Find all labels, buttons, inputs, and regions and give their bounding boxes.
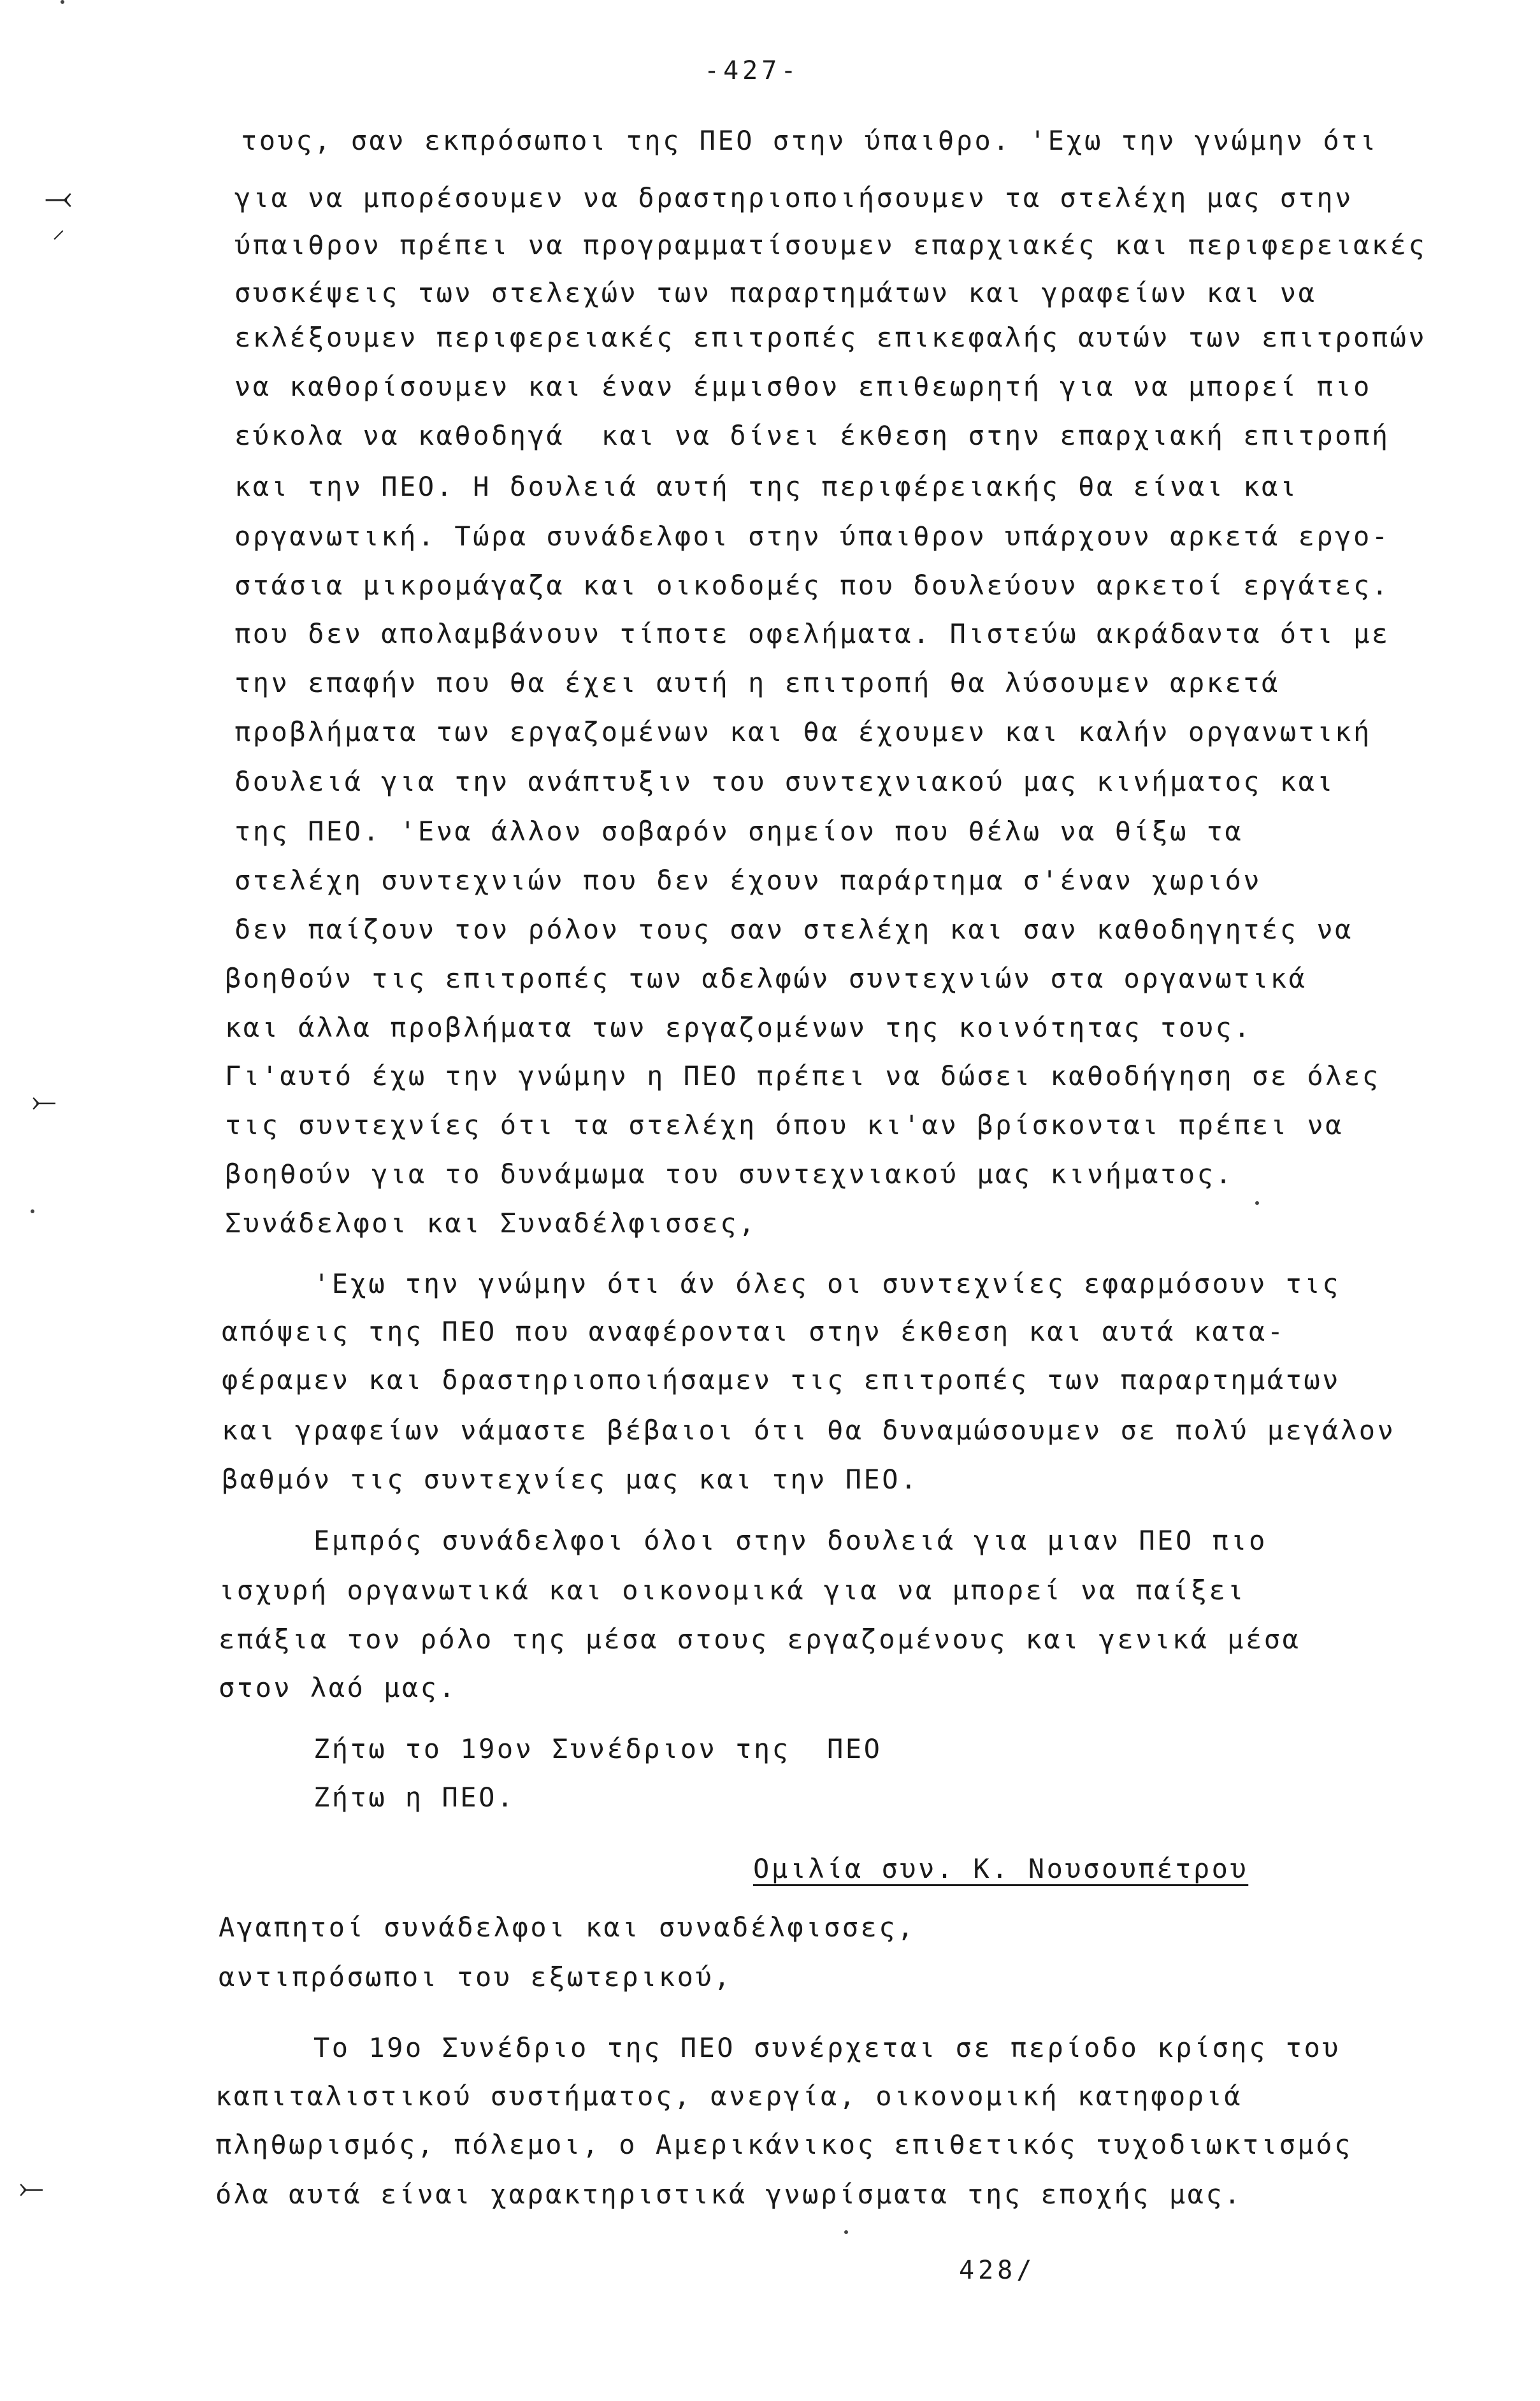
scan-dot: [31, 1209, 34, 1213]
text-line: στάσια μικρομάγαζα και οικοδομές που δουλεύουν αρκετοί εργάτες.: [234, 570, 1390, 601]
margin-arrow-icon: ⤚: [32, 1083, 57, 1119]
text-line: την επαφήν που θα έχει αυτή η επιτροπή θα λύσουμεν αρκετά: [234, 667, 1280, 698]
margin-mark-icon: ⤙: [45, 177, 73, 217]
page-number-bottom: 428/: [959, 2256, 1036, 2285]
text-line: ισχυρή οργανωτικά και οικονομικά για να μπορεί να παίξει: [219, 1575, 1246, 1606]
text-line: επάξια τον ρόλο της μέσα στους εργαζομένους και γενικά μέσα: [219, 1624, 1301, 1655]
text-line: τους, σαν εκπρόσωποι της ΠΕΟ στην ύπαιθρο. 'Εχω την γνώμην ότι: [241, 125, 1378, 156]
text-line: και άλλα προβλήματα των εργαζομένων της κοινότητας τους.: [225, 1012, 1253, 1043]
text-line: προβλήματα των εργαζομένων και θα έχουμεν και καλήν οργανωτική: [234, 716, 1372, 747]
text-line: Εμπρός συνάδελφοι όλοι στην δουλειά για μιαν ΠΕΟ πιο: [313, 1525, 1267, 1556]
speech-heading: Ομιλία συν. Κ. Νουσουπέτρου: [753, 1853, 1249, 1884]
text-line: 'Εχω την γνώμην ότι άν όλες οι συντεχνίες εφαρμόσουν τις: [313, 1268, 1341, 1299]
text-line: βοηθούν για το δυνάμωμα του συντεχνιακού μας κινήματος.: [225, 1158, 1234, 1190]
text-line: Συνάδελφοι και Συναδέλφισσες,: [225, 1208, 757, 1239]
text-line: να καθορίσουμεν και έναν έμμισθον επιθεωρητή για να μπορεί πιο: [234, 371, 1372, 402]
text-line: συσκέψεις των στελεχών των παραρτημάτων και γραφείων και να: [234, 277, 1317, 308]
text-line: της ΠΕΟ. 'Ενα άλλον σοβαρόν σημείον που θέλω να θίξω τα: [234, 816, 1244, 847]
text-line: καπιταλιστικού συστήματος, ανεργία, οικονομική κατηφοριά: [215, 2080, 1243, 2112]
text-line: δουλειά για την ανάπτυξιν του συντεχνιακού μας κινήματος και: [234, 766, 1335, 797]
slogan-line: Ζήτω το 19ον Συνέδριον της ΠΕΟ: [313, 1733, 882, 1764]
margin-mark-icon: ⤚: [19, 2170, 44, 2205]
text-line: απόψεις της ΠΕΟ που αναφέρονται στην έκθεση και αυτά κατα-: [222, 1316, 1286, 1347]
text-line: βοηθούν τις επιτροπές των αδελφών συντεχνιών στα οργανωτικά: [225, 963, 1307, 994]
scan-dot: [844, 2230, 848, 2234]
text-line: δεν παίζουν τον ρόλον τους σαν στελέχη και σαν καθοδηγητές να: [234, 914, 1353, 945]
slogan-line: Ζήτω η ΠΕΟ.: [313, 1782, 515, 1813]
text-line: στελέχη συντεχνιών που δεν έχουν παράρτημα σ'έναν χωριόν: [234, 865, 1262, 896]
page-number-top: -427-: [704, 56, 800, 85]
text-line: πληθωρισμός, πόλεμοι, ο Αμερικάνικος επιθετικός τυχοδιωκτισμός: [215, 2129, 1353, 2160]
text-line: Το 19ο Συνέδριο της ΠΕΟ συνέρχεται σε περίοδο κρίσης του: [313, 2032, 1341, 2063]
text-line: όλα αυτά είναι χαρακτηριστικά γνωρίσματα της εποχής μας.: [215, 2179, 1243, 2210]
text-line: και την ΠΕΟ. Η δουλειά αυτή της περιφέρειακής θα είναι και: [234, 471, 1299, 502]
text-line: βαθμόν τις συντεχνίες μας και την ΠΕΟ.: [222, 1464, 919, 1495]
text-line: που δεν απολαμβάνουν τίποτε οφελήματα. Πιστεύω ακράδαντα ότι με: [234, 618, 1390, 649]
scan-dot: [61, 0, 64, 4]
text-line: και γραφείων νάμαστε βέβαιοι ότι θα δυναμώσουμεν σε πολύ μεγάλον: [222, 1415, 1396, 1446]
text-line: οργανωτική. Τώρα συνάδελφοι στην ύπαιθρον υπάρχουν αρκετά εργο-: [234, 521, 1390, 552]
text-line: φέραμεν και δραστηριοποιήσαμεν τις επιτροπές των παραρτημάτων: [222, 1364, 1341, 1395]
greeting-line: Αγαπητοί συνάδελφοι και συναδέλφισσες,: [219, 1912, 916, 1943]
greeting-line: αντιπρόσωποι του εξωτερικού,: [219, 1961, 733, 1993]
text-line: για να μπορέσουμεν να δραστηριοποιήσουμεν τα στελέχη μας στην: [234, 182, 1353, 213]
text-line: ύπαιθρον πρέπει να προγραμματίσουμεν επαρχιακές και περιφερειακές: [234, 229, 1427, 261]
text-line: εύκολα να καθοδηγά και να δίνει έκθεση στην επαρχιακή επιτροπή: [234, 420, 1390, 451]
text-line: εκλέξουμεν περιφερειακές επιτροπές επικεφαλής αυτών των επιτροπών: [234, 322, 1427, 353]
text-line: Γι'αυτό έχω την γνώμην η ΠΕΟ πρέπει να δώσει καθοδήγηση σε όλες: [225, 1060, 1381, 1092]
margin-mark-icon: ⸝: [52, 215, 65, 244]
scan-dot: [1255, 1201, 1259, 1205]
text-line: τις συντεχνίες ότι τα στελέχη όπου κι'αν βρίσκονται πρέπει να: [225, 1109, 1344, 1141]
text-line: στον λαό μας.: [219, 1672, 457, 1703]
